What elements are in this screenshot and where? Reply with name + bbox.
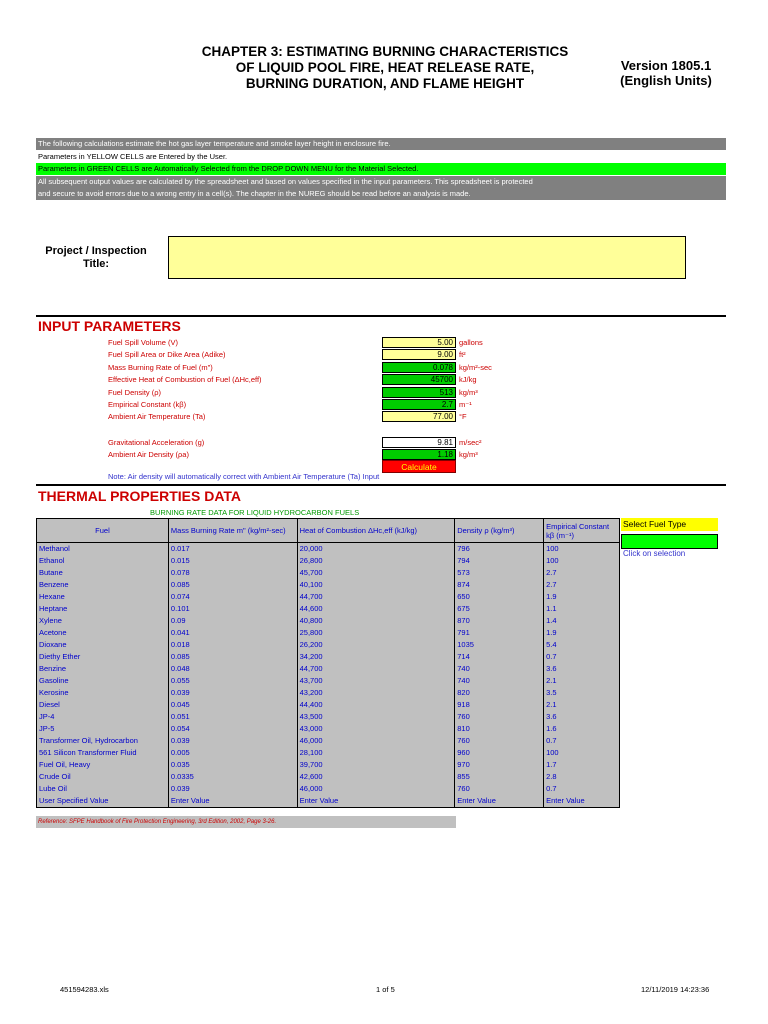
burning-rate-cell: 0.039 [168,783,297,795]
empirical-constant-cell: 2.1 [544,675,620,687]
empirical-constant-cell: 1.6 [544,723,620,735]
burning-rate-cell: 0.101 [168,603,297,615]
fuel-name-cell: Benzine [37,663,169,675]
title-line: OF LIQUID POOL FIRE, HEAT RELEASE RATE, [235,60,535,75]
heat-of-combustion-cell: 43,200 [297,687,455,699]
table-row [37,687,620,699]
title-line: BURNING DURATION, AND FLAME HEIGHT [245,76,525,91]
table-row [37,747,620,759]
param-label-empirical-constant: Empirical Constant (kβ) [108,400,187,409]
param-label-heat-of-combustion: Effective Heat of Combustion of Fuel (ΔHc,eff) [108,375,262,384]
empirical-constant-field: 2.7 [382,399,456,410]
fuel-name-cell: Butane [37,567,169,579]
density-cell: 760 [455,711,544,723]
air-density-field: 1.18 [382,449,456,460]
fuel-name-cell: Dioxane [37,639,169,651]
empirical-constant-cell: 100 [544,747,620,759]
burning-rate-cell: 0.0335 [168,771,297,783]
air-density-note: Note: Air density will automatically correct with Ambient Air Temperature (Ta) Input [108,472,380,481]
empirical-constant-cell: 3.6 [544,663,620,675]
units-label: (English Units) [620,73,712,88]
unit-label: kg/m³ [459,450,478,459]
empirical-constant-cell: 1.7 [544,759,620,771]
table-row [37,555,620,567]
heat-of-combustion-cell: 39,700 [297,759,455,771]
table-body [37,543,620,808]
heat-of-combustion-cell: 44,700 [297,591,455,603]
table-row [37,759,620,771]
table-row [37,543,620,556]
param-label-ambient-temperature: Ambient Air Temperature (Ta) [108,412,206,421]
burning-rate-cell: 0.005 [168,747,297,759]
section-divider [36,484,726,486]
input-parameters-heading: INPUT PARAMETERS [38,318,181,334]
burning-rate-cell: 0.017 [168,543,297,556]
density-cell: 855 [455,771,544,783]
table-row [37,723,620,735]
burning-rate-cell: 0.051 [168,711,297,723]
density-cell: 573 [455,567,544,579]
ambient-temperature-input[interactable]: 77.00 [382,411,456,422]
density-cell: 796 [455,543,544,556]
empirical-constant-cell: 0.7 [544,735,620,747]
unit-label: m/sec² [459,438,482,447]
empirical-constant-cell: 5.4 [544,639,620,651]
burning-rate-cell: Enter Value [168,795,297,808]
gravity-field: 9.81 [382,437,456,448]
density-cell: 820 [455,687,544,699]
density-cell: 760 [455,783,544,795]
empirical-constant-cell: 2.8 [544,771,620,783]
burning-rate-cell: 0.015 [168,555,297,567]
project-title-label [36,245,156,271]
param-label-fuel-density: Fuel Density (ρ) [108,388,162,397]
title-line: CHAPTER 3: ESTIMATING BURNING CHARACTERISTICS [201,44,569,59]
heat-of-combustion-cell: 43,700 [297,675,455,687]
heat-of-combustion-cell: 45,700 [297,567,455,579]
table-header-row [37,519,620,543]
density-cell: 960 [455,747,544,759]
footer-filename: 451594283.xls [60,985,109,994]
fuel-name-cell: User Specified Value [37,795,169,808]
table-row [37,783,620,795]
empirical-constant-cell: 1.9 [544,591,620,603]
density-cell: 918 [455,699,544,711]
burning-rate-cell: 0.048 [168,663,297,675]
density-cell: 874 [455,579,544,591]
empirical-constant-cell: 2.7 [544,579,620,591]
info-description: The following calculations estimate the hot gas layer temperature and smoke layer height in enclosure fire. [36,138,726,150]
column-header-empirical-constant: Empirical Constant kβ (m⁻¹) [544,519,620,543]
empirical-constant-cell: 100 [544,555,620,567]
density-cell: 791 [455,627,544,639]
column-header-heat-of-combustion: Heat of Combustion ΔHc,eff (kJ/kg) [297,519,455,543]
heat-of-combustion-cell: 43,500 [297,711,455,723]
fuel-name-cell: JP-5 [37,723,169,735]
empirical-constant-cell: 1.1 [544,603,620,615]
table-row [37,615,620,627]
empirical-constant-cell: 0.7 [544,783,620,795]
table-row [37,651,620,663]
unit-label: °F [459,412,467,421]
column-header-density: Density ρ (kg/m³) [455,519,544,543]
heat-of-combustion-cell: 46,000 [297,783,455,795]
unit-label: gallons [459,338,483,347]
density-cell: 810 [455,723,544,735]
table-row [37,591,620,603]
heat-of-combustion-cell: Enter Value [297,795,455,808]
burning-rate-cell: 0.039 [168,687,297,699]
table-row [37,735,620,747]
fuel-name-cell: JP-4 [37,711,169,723]
heat-of-combustion-cell: 25,800 [297,627,455,639]
empirical-constant-cell: 1.9 [544,627,620,639]
param-label-gravity: Gravitational Acceleration (g) [108,438,205,447]
table-caption: BURNING RATE DATA FOR LIQUID HYDROCARBON FUELS [150,508,360,517]
fuel-name-cell: Xylene [37,615,169,627]
fuel-name-cell: Hexane [37,591,169,603]
table-row [37,699,620,711]
project-label-line: Title: [82,258,110,270]
burning-rate-cell: 0.039 [168,735,297,747]
burning-rate-field: 0.078 [382,362,456,373]
fuel-name-cell: Gasoline [37,675,169,687]
empirical-constant-cell: 1.4 [544,615,620,627]
fuel-name-cell: Heptane [37,603,169,615]
density-cell: 870 [455,615,544,627]
calculate-button[interactable]: Calculate [382,460,456,473]
thermal-properties-heading: THERMAL PROPERTIES DATA [38,488,242,504]
heat-of-combustion-cell: 26,200 [297,639,455,651]
fuel-name-cell: Diethy Ether [37,651,169,663]
fuel-name-cell: Ethanol [37,555,169,567]
heat-of-combustion-cell: 26,800 [297,555,455,567]
table-row [37,711,620,723]
heat-of-combustion-cell: 34,200 [297,651,455,663]
fuel-density-field: 513 [382,387,456,398]
fuel-name-cell: Transformer Oil, Hydrocarbon [37,735,169,747]
burning-rate-cell: 0.078 [168,567,297,579]
table-row [37,675,620,687]
fuel-type-dropdown[interactable] [621,534,718,549]
heat-of-combustion-cell: 44,600 [297,603,455,615]
section-divider [36,315,726,317]
density-cell: 650 [455,591,544,603]
fuel-name-cell: Methanol [37,543,169,556]
heat-of-combustion-cell: 20,000 [297,543,455,556]
empirical-constant-cell: 3.6 [544,711,620,723]
version-number: Version 1805.1 [620,58,712,73]
project-label-line: Project / Inspection [45,245,147,257]
fuel-name-cell: Crude Oil [37,771,169,783]
burning-rate-cell: 0.055 [168,675,297,687]
reference-note: Reference: SFPE Handbook of Fire Protection Engineering, 3rd Edition, 2002, Page 3-26. [36,816,456,828]
unit-label: kg/m²-sec [459,363,492,372]
column-header-burning-rate: Mass Burning Rate m" (kg/m²-sec) [168,519,297,543]
table-row [37,639,620,651]
empirical-constant-cell: 3.5 [544,687,620,699]
select-fuel-label: Select Fuel Type [621,518,718,531]
heat-of-combustion-cell: 40,100 [297,579,455,591]
unit-label: m⁻¹ [459,400,472,409]
burning-rate-cell: 0.085 [168,651,297,663]
burning-rate-cell: 0.085 [168,579,297,591]
burning-rate-cell: 0.045 [168,699,297,711]
table-row [37,579,620,591]
density-cell: 714 [455,651,544,663]
fuel-name-cell: Fuel Oil, Heavy [37,759,169,771]
density-cell: 740 [455,675,544,687]
table-row [37,603,620,615]
document-title [190,44,580,92]
fuel-volume-input[interactable]: 5.00 [382,337,456,348]
density-cell: 1035 [455,639,544,651]
table-row [37,771,620,783]
table-row [37,567,620,579]
empirical-constant-cell: 0.7 [544,651,620,663]
param-label-fuel-volume: Fuel Spill Volume (V) [108,338,179,347]
param-label-burning-rate: Mass Burning Rate of Fuel (m") [108,363,213,372]
burning-rate-cell: 0.074 [168,591,297,603]
heat-of-combustion-field: 45700 [382,374,456,385]
unit-label: kJ/kg [459,375,477,384]
fuel-name-cell: 561 Silicon Transformer Fluid [37,747,169,759]
burning-rate-cell: 0.054 [168,723,297,735]
info-output-note-2: and secure to avoid errors due to a wrong entry in a cell(s). The chapter in the NUREG should be read before an analysis is made. [36,188,726,200]
param-label-spill-area: Fuel Spill Area or Dike Area (Adike) [108,350,226,359]
table-row [37,627,620,639]
fuel-name-cell: Acetone [37,627,169,639]
density-cell: 794 [455,555,544,567]
fuel-name-cell: Lube Oil [37,783,169,795]
heat-of-combustion-cell: 43,000 [297,723,455,735]
fuel-name-cell: Diesel [37,699,169,711]
column-header-fuel: Fuel [37,519,169,543]
table-row [37,795,620,808]
burning-rate-cell: 0.041 [168,627,297,639]
fuel-properties-table [36,518,620,808]
burning-rate-cell: 0.09 [168,615,297,627]
heat-of-combustion-cell: 44,400 [297,699,455,711]
info-yellow-cells: Parameters in YELLOW CELLS are Entered by the User. [36,151,726,163]
heat-of-combustion-cell: 44,700 [297,663,455,675]
footer-timestamp: 12/11/2019 14:23:36 [641,985,710,994]
heat-of-combustion-cell: 42,600 [297,771,455,783]
heat-of-combustion-cell: 46,000 [297,735,455,747]
unit-label: kg/m³ [459,388,478,397]
param-label-air-density: Ambient Air Density (ρa) [108,450,189,459]
table-row [37,663,620,675]
spill-area-input[interactable]: 9.00 [382,349,456,360]
footer-page-number: 1 of 5 [376,985,395,994]
density-cell: 970 [455,759,544,771]
empirical-constant-cell: 2.7 [544,567,620,579]
selection-hint: Click on selection [623,549,686,558]
density-cell: Enter Value [455,795,544,808]
density-cell: 760 [455,735,544,747]
density-cell: 740 [455,663,544,675]
burning-rate-cell: 0.018 [168,639,297,651]
density-cell: 675 [455,603,544,615]
heat-of-combustion-cell: 28,100 [297,747,455,759]
project-title-input[interactable] [168,236,686,279]
empirical-constant-cell: Enter Value [544,795,620,808]
heat-of-combustion-cell: 40,800 [297,615,455,627]
fuel-name-cell: Benzene [37,579,169,591]
empirical-constant-cell: 100 [544,543,620,556]
empirical-constant-cell: 2.1 [544,699,620,711]
fuel-name-cell: Kerosine [37,687,169,699]
unit-label: ft² [459,350,466,359]
burning-rate-cell: 0.035 [168,759,297,771]
version-label [606,58,726,88]
info-output-note-1: All subsequent output values are calculated by the spreadsheet and based on values specified in the input parameters. This spreadsheet is protected [36,176,726,188]
info-green-cells: Parameters in GREEN CELLS are Automatically Selected from the DROP DOWN MENU for the Material Selected. [36,163,726,175]
